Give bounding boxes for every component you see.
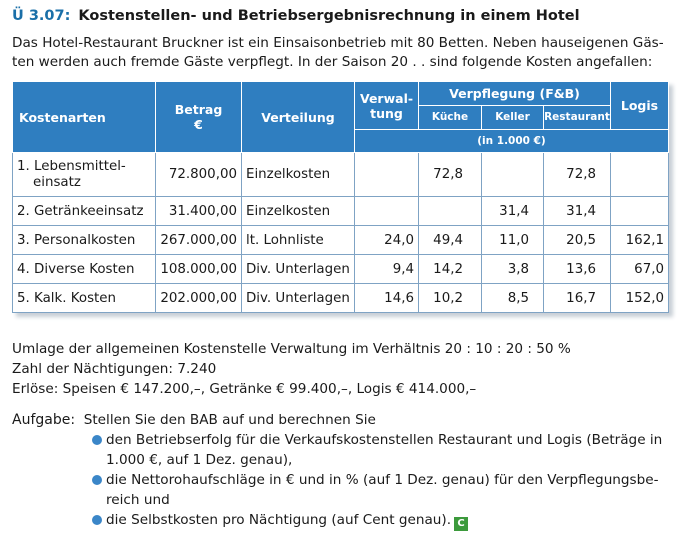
header-kueche: Küche <box>419 106 482 130</box>
header-betrag: Betrag € <box>156 82 242 153</box>
cell-restaurant: 13,6 <box>544 255 611 284</box>
header-unit: (in 1.000 €) <box>355 130 669 153</box>
intro-line-2: ten werden auch fremde Gäste verpflegt. In der Saison 20 . . sind folgende Kosten angefallen: <box>12 54 653 70</box>
task-label: Aufgabe: <box>12 412 76 428</box>
header-verpflegung: Verpflegung (F&B) <box>419 82 611 106</box>
exercise-number: Ü 3.07: <box>12 8 71 24</box>
cell-restaurant: 20,5 <box>544 226 611 255</box>
cell-logis: 67,0 <box>611 255 669 284</box>
exercise-title-text: Kostenstellen- und Betriebsergebnisrechnung in einem Hotel <box>78 8 580 24</box>
cell-logis: 152,0 <box>611 284 669 313</box>
cell-restaurant: 72,8 <box>544 153 611 197</box>
table-row <box>13 153 669 197</box>
cell-keller <box>482 153 544 197</box>
cell-verwaltung: 14,6 <box>355 284 419 313</box>
bullet-icon <box>92 475 102 485</box>
cell-betrag: 31.400,00 <box>156 197 242 226</box>
naechtigungen-text: Zahl der Nächtigungen: 7.240 <box>12 361 217 377</box>
header-kostenarten: Kostenarten <box>13 82 156 153</box>
cell-verwaltung: 9,4 <box>355 255 419 284</box>
cell-verteilung: Einzelkosten <box>242 153 355 197</box>
cell-betrag: 108.000,00 <box>156 255 242 284</box>
cell-keller: 8,5 <box>482 284 544 313</box>
c-badge-icon: C <box>454 517 468 531</box>
cell-verwaltung <box>355 153 419 197</box>
cell-kostenart: 2. Getränkeeinsatz <box>13 197 156 226</box>
cell-verteilung: Einzelkosten <box>242 197 355 226</box>
cell-verteilung: lt. Lohnliste <box>242 226 355 255</box>
table-row <box>13 197 669 226</box>
cell-verteilung: Div. Unterlagen <box>242 255 355 284</box>
header-verteilung: Verteilung <box>242 82 355 153</box>
cell-restaurant: 16,7 <box>544 284 611 313</box>
cell-kueche <box>419 197 482 226</box>
cell-kostenart: 5. Kalk. Kosten <box>13 284 156 313</box>
header-restaurant: Restaurant <box>544 106 611 130</box>
cell-keller: 11,0 <box>482 226 544 255</box>
cell-kostenart: 1. Lebensmittel- einsatz <box>13 153 156 197</box>
cell-keller: 3,8 <box>482 255 544 284</box>
bullet-icon <box>92 435 102 445</box>
cell-kueche: 10,2 <box>419 284 482 313</box>
task-block <box>12 410 688 531</box>
list-item: die Nettorohaufschläge in € und in % (auf 1 Dez. genau) für den Verpflegungsbe- reich und <box>92 470 688 510</box>
facts-block <box>12 339 571 399</box>
erloese-text: Erlöse: Speisen € 147.200,–, Getränke € 99.400,–, Logis € 414.000,– <box>12 381 477 397</box>
cell-logis <box>611 197 669 226</box>
header-logis: Logis <box>611 82 669 130</box>
cell-kostenart: 4. Diverse Kosten <box>13 255 156 284</box>
cell-kueche: 72,8 <box>419 153 482 197</box>
table-row <box>13 226 669 255</box>
cell-keller: 31,4 <box>482 197 544 226</box>
intro-line-1: Das Hotel-Restaurant Bruckner ist ein Einsaisonbetrieb mit 80 Betten. Neben hauseigenen Gäs- <box>12 35 664 51</box>
cell-kostenart: 3. Personalkosten <box>13 226 156 255</box>
header-betrag-unit: € <box>194 117 203 132</box>
exercise-title <box>12 8 580 24</box>
cell-kueche: 49,4 <box>419 226 482 255</box>
cell-betrag: 267.000,00 <box>156 226 242 255</box>
cell-verwaltung: 24,0 <box>355 226 419 255</box>
cell-restaurant: 31,4 <box>544 197 611 226</box>
bullet-icon <box>92 515 102 525</box>
list-item: die Selbstkosten pro Nächtigung (auf Cent genau). C <box>92 510 688 531</box>
task-lead: Stellen Sie den BAB auf und berechnen Sie <box>83 412 376 428</box>
list-item: den Betriebserfolg für die Verkaufskostenstellen Restaurant und Logis (Beträge in 1.000 €, auf 1 Dez. genau), <box>92 430 688 470</box>
cell-verwaltung <box>355 197 419 226</box>
cell-kueche: 14,2 <box>419 255 482 284</box>
header-keller: Keller <box>482 106 544 130</box>
umlage-text: Umlage der allgemeinen Kostenstelle Verwaltung im Verhältnis 20 : 10 : 20 : 50 % <box>12 341 571 357</box>
table-row <box>13 284 669 313</box>
cell-betrag: 202.000,00 <box>156 284 242 313</box>
cell-logis: 162,1 <box>611 226 669 255</box>
cell-logis <box>611 153 669 197</box>
cell-betrag: 72.800,00 <box>156 153 242 197</box>
cost-table <box>12 81 669 313</box>
table-row <box>13 255 669 284</box>
header-verwaltung: Verwal- tung <box>355 82 419 130</box>
cell-verteilung: Div. Unterlagen <box>242 284 355 313</box>
intro-text <box>12 34 688 72</box>
task-list <box>92 430 688 531</box>
